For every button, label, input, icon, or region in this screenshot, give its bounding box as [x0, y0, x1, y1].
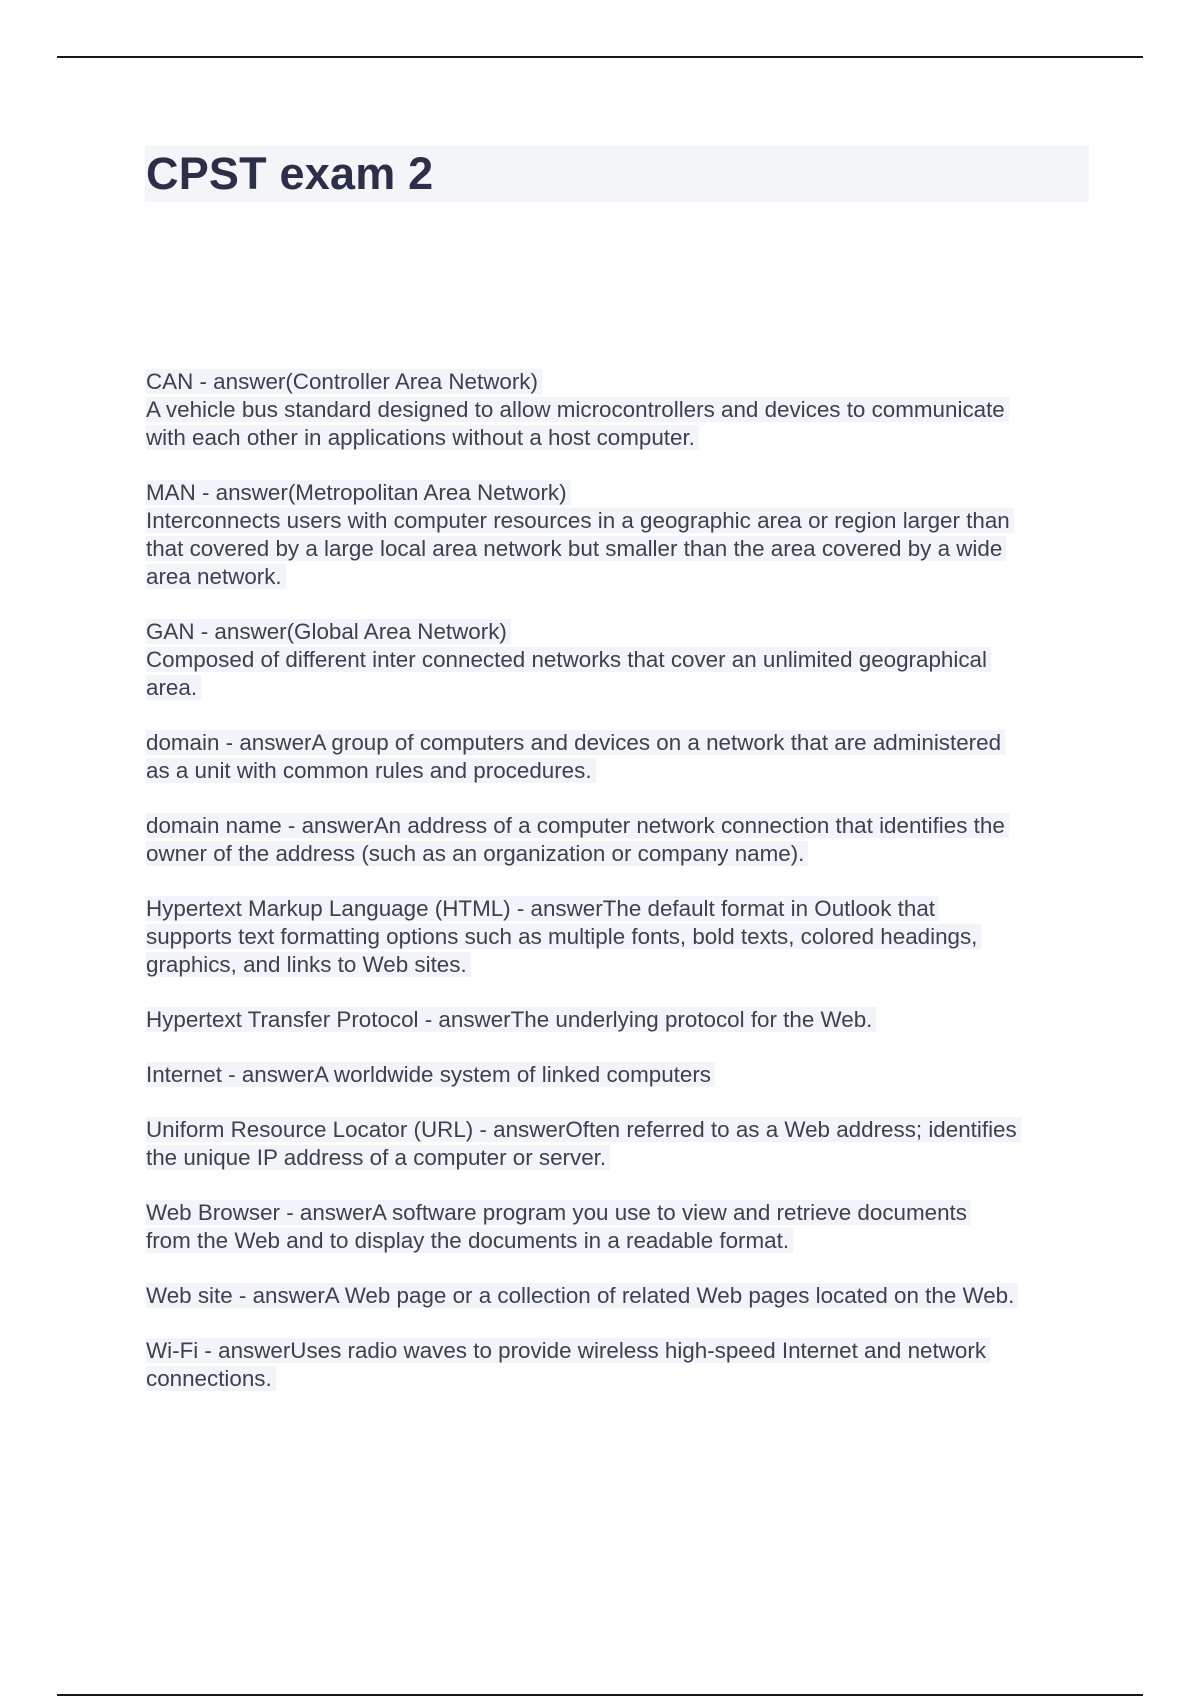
entry-line: Hypertext Transfer Protocol - answerThe underlying protocol for the Web. — [146, 1007, 876, 1032]
term-entry — [146, 895, 1091, 979]
entry-line: MAN - answer(Metropolitan Area Network) — [146, 480, 571, 505]
entry-line: area. — [146, 675, 201, 700]
entry-line: domain name - answerAn address of a computer network connection that identifies the — [146, 813, 1009, 838]
entry-line: Internet - answerA worldwide system of linked computers — [146, 1062, 715, 1087]
document-title: CPST exam 2 — [146, 148, 434, 199]
entry-line: Web site - answerA Web page or a collection of related Web pages located on the Web. — [146, 1283, 1018, 1308]
entry-line: Wi-Fi - answerUses radio waves to provide wireless high-speed Internet and network — [146, 1338, 990, 1363]
entry-line: A vehicle bus standard designed to allow microcontrollers and devices to communicate — [146, 397, 1009, 422]
entry-line: graphics, and links to Web sites. — [146, 952, 471, 977]
entry-line: Composed of different inter connected networks that cover an unlimited geographical — [146, 647, 991, 672]
term-entry — [146, 1337, 1091, 1393]
entry-line: Web Browser - answerA software program you use to view and retrieve documents — [146, 1200, 971, 1225]
entry-line: supports text formatting options such as multiple fonts, bold texts, colored headings, — [146, 924, 981, 949]
term-entry — [146, 1061, 1091, 1089]
entry-line: the unique IP address of a computer or server. — [146, 1145, 610, 1170]
term-entry — [146, 729, 1091, 785]
entry-line: Interconnects users with computer resources in a geographic area or region larger than — [146, 508, 1014, 533]
term-entry — [146, 368, 1091, 452]
entry-line: from the Web and to display the documents in a readable format. — [146, 1228, 793, 1253]
entry-line: area network. — [146, 564, 286, 589]
entry-line: CAN - answer(Controller Area Network) — [146, 369, 542, 394]
header-rule — [57, 56, 1143, 58]
term-entry — [146, 1116, 1091, 1172]
term-list — [146, 368, 1091, 1420]
entry-line: connections. — [146, 1366, 276, 1391]
entry-line: owner of the address (such as an organization or company name). — [146, 841, 808, 866]
term-entry — [146, 479, 1091, 591]
term-entry — [146, 1006, 1091, 1034]
footer-rule — [57, 1694, 1143, 1696]
entry-line: that covered by a large local area network but smaller than the area covered by a wide — [146, 536, 1006, 561]
term-entry — [146, 812, 1091, 868]
term-entry — [146, 1282, 1091, 1310]
entry-line: as a unit with common rules and procedures. — [146, 758, 596, 783]
term-entry — [146, 1199, 1091, 1255]
entry-line: GAN - answer(Global Area Network) — [146, 619, 511, 644]
entry-line: Uniform Resource Locator (URL) - answerOften referred to as a Web address; identifies — [146, 1117, 1021, 1142]
entry-line: Hypertext Markup Language (HTML) - answerThe default format in Outlook that — [146, 896, 939, 921]
entry-line: domain - answerA group of computers and devices on a network that are administered — [146, 730, 1005, 755]
term-entry — [146, 618, 1091, 702]
entry-line: with each other in applications without a host computer. — [146, 425, 699, 450]
